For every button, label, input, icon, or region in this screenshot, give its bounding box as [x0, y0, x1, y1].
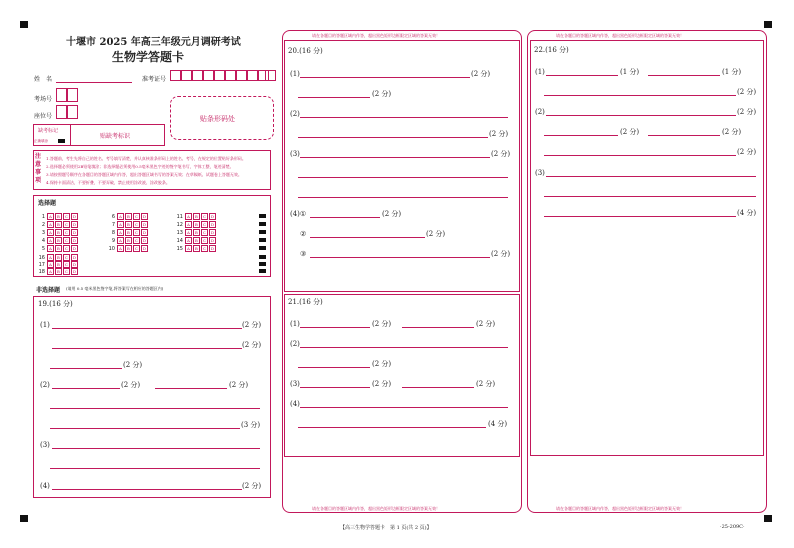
choice-title: 选择题	[38, 200, 57, 207]
q21-p1a-line[interactable]	[300, 327, 370, 328]
bubble-b[interactable]: B	[56, 269, 60, 274]
q22-p1b-score: (1 分)	[722, 68, 742, 76]
bubble-c[interactable]: C	[134, 214, 138, 219]
timing-mark	[259, 222, 266, 226]
corner-marker-bottom-left	[20, 515, 28, 522]
sheet-title: 生物学答题卡	[112, 50, 185, 64]
exam-no-boxes[interactable]	[170, 70, 276, 82]
q-num: 17	[38, 262, 45, 268]
timing-mark	[259, 230, 266, 234]
q20-p1-line[interactable]	[300, 77, 470, 78]
q21-p3b-score: (2 分)	[476, 380, 496, 388]
bubble-c[interactable]: C	[64, 246, 68, 251]
q19-p1b-score: (2 分)	[242, 341, 262, 349]
bubble-a[interactable]: A	[49, 246, 52, 251]
q20-p4-line[interactable]	[310, 217, 380, 218]
bubble-a[interactable]: A	[119, 246, 122, 251]
bubble-c[interactable]: C	[202, 222, 206, 227]
q19-p4-line[interactable]	[52, 489, 242, 490]
bubble-a[interactable]: A	[119, 230, 122, 235]
q22-p1c-score: (2 分)	[737, 88, 757, 96]
bubble-a[interactable]: A	[187, 222, 190, 227]
q20-p4c-line[interactable]	[310, 257, 490, 258]
corner-marker-bottom-right	[764, 515, 772, 522]
bubble-b[interactable]: B	[56, 214, 60, 219]
right-warning-bottom: 请在各题目的答题区域内作答，超出黑色矩形边框限定区域的答案无效！	[556, 506, 684, 511]
q20-p4b-label: ②	[300, 230, 307, 238]
seat-label: 座位号	[34, 113, 53, 120]
q19-p3-label: (3)	[40, 441, 50, 449]
q20-p1-score: (2 分)	[471, 70, 491, 78]
notice-item-4: 4.保持卡面清洁，不要折叠，不要弄破，禁止使用涂改液、涂改胶条。	[46, 180, 170, 185]
q19-heading: 19.(16 分)	[38, 300, 73, 308]
seat-boxes[interactable]	[56, 105, 80, 119]
notice-title-text: 注意事项	[35, 153, 42, 184]
bubble-c[interactable]: C	[64, 230, 68, 235]
bubble-b[interactable]: B	[126, 238, 130, 243]
q19-p2a-line[interactable]	[52, 388, 120, 389]
q-num: 16	[38, 255, 45, 261]
timing-mark	[259, 262, 266, 266]
absent-mark[interactable]	[58, 139, 65, 143]
q-num: 18	[38, 269, 45, 275]
absent-label: 缺考标记	[38, 128, 59, 134]
bubble-d[interactable]: D	[210, 238, 215, 243]
name-field[interactable]	[56, 82, 132, 83]
timing-mark	[259, 238, 266, 242]
q22-p3-line2[interactable]	[544, 196, 756, 197]
name-label: 姓 名	[34, 76, 53, 83]
bubble-b[interactable]: B	[194, 230, 198, 235]
q21-p2-line[interactable]	[300, 347, 508, 348]
bubble-b[interactable]: B	[194, 246, 198, 251]
q21-p1b-line[interactable]	[402, 327, 474, 328]
footer-page: 【高三生物学答题卡 第 1 页(共 2 页)】	[340, 525, 432, 531]
q19-p2b-line[interactable]	[155, 388, 227, 389]
room-label: 考场号	[34, 96, 53, 103]
barcode-label: 贴条形码处	[200, 115, 235, 123]
absent-sticker-label: 贴缺考标识	[100, 133, 131, 140]
bubble-b[interactable]: B	[126, 246, 130, 251]
q20-p4c-score: (2 分)	[491, 250, 511, 258]
q20-p4-score: (2 分)	[382, 210, 402, 218]
q19-p2a-score: (2 分)	[121, 381, 141, 389]
notice-item-1: 1.答题前，考生先将自己的姓名、考号填写清楚，并认真核准条形码上的姓名、考号，在规定的位置贴好条形码。	[46, 156, 246, 161]
q20-p3-line[interactable]	[300, 157, 490, 158]
q22-p1-label: (1)	[535, 68, 545, 76]
bubble-d[interactable]: D	[210, 230, 215, 235]
q19-p1c-score: (2 分)	[123, 361, 143, 369]
q21-box	[284, 294, 520, 457]
bubble-d[interactable]: D	[72, 246, 77, 251]
bubble-a[interactable]: A	[49, 269, 52, 274]
bubble-b[interactable]: B	[56, 262, 60, 267]
q22-heading: 22.(16 分)	[534, 46, 569, 54]
bubble-d[interactable]: D	[72, 214, 77, 219]
bubble-c[interactable]: C	[202, 246, 206, 251]
non-choice-title: 非选择题	[36, 287, 61, 294]
q20-p2-line[interactable]	[300, 117, 508, 118]
q19-p1-label: (1)	[40, 321, 50, 329]
q20-p4c-label: ③	[300, 250, 307, 258]
bubble-b[interactable]: B	[56, 255, 60, 260]
bubble-a[interactable]: A	[187, 238, 190, 243]
timing-mark	[259, 269, 266, 273]
q20-p1b-score: (2 分)	[372, 90, 392, 98]
q21-p2-label: (2)	[290, 340, 300, 348]
room-boxes[interactable]	[56, 88, 80, 102]
timing-mark	[259, 255, 266, 259]
bubble-d[interactable]: D	[72, 230, 77, 235]
q21-p3a-line[interactable]	[300, 387, 370, 388]
corner-marker-top-right	[764, 21, 772, 28]
bubble-a[interactable]: A	[49, 230, 52, 235]
q-num: 9	[111, 238, 115, 244]
q22-p2a-line[interactable]	[546, 115, 736, 116]
bubble-b[interactable]: B	[126, 214, 130, 219]
q20-p3c-line[interactable]	[298, 197, 508, 198]
bubble-c[interactable]: C	[134, 222, 138, 227]
q22-p2d-score: (2 分)	[737, 148, 757, 156]
q22-p3-line1[interactable]	[546, 176, 756, 177]
bubble-d[interactable]: D	[210, 222, 215, 227]
q21-p4-label: (4)	[290, 400, 300, 408]
bubble-c[interactable]: C	[202, 238, 206, 243]
bubble-d[interactable]: D	[210, 214, 215, 219]
q19-p2c-line1[interactable]	[50, 408, 260, 409]
q-num: 10	[108, 246, 115, 252]
bubble-c[interactable]: C	[64, 269, 68, 274]
q20-p3b-line[interactable]	[298, 177, 508, 178]
bubble-b[interactable]: B	[194, 214, 198, 219]
bubble-a[interactable]: A	[49, 214, 52, 219]
bubble-d[interactable]: D	[142, 230, 147, 235]
q19-p4-label: (4)	[40, 482, 50, 490]
q21-p4-score: (4 分)	[488, 420, 508, 428]
q19-p2-label: (2)	[40, 381, 50, 389]
q19-p1-line[interactable]	[52, 328, 242, 329]
q-num: 13	[176, 230, 183, 236]
q-num: 11	[176, 214, 183, 220]
absent-note: 正确填涂	[34, 139, 48, 143]
q-num: 7	[111, 222, 115, 228]
q21-p2-score: (2 分)	[372, 360, 392, 368]
bubble-a[interactable]: A	[49, 222, 52, 227]
bubble-c[interactable]: C	[64, 238, 68, 243]
q20-p1b-line[interactable]	[298, 97, 370, 98]
bubble-b[interactable]: B	[56, 238, 60, 243]
bubble-a[interactable]: A	[187, 214, 190, 219]
bubble-d[interactable]: D	[142, 222, 147, 227]
q19-p4-score: (2 分)	[242, 482, 262, 490]
q19-p2c-line2[interactable]	[50, 428, 240, 429]
bubble-a[interactable]: A	[119, 222, 122, 227]
q20-p4b-line[interactable]	[310, 237, 425, 238]
middle-warning-top: 请在各题目的答题区域内作答，超出黑色矩形边框限定区域的答案无效！	[312, 33, 440, 38]
q19-p2c-score: (3 分)	[241, 421, 261, 429]
bubble-c[interactable]: C	[64, 214, 68, 219]
exam-no-label: 准考证号	[142, 76, 167, 83]
footer-code: ·25-209C·	[720, 524, 745, 530]
q22-p2d-line[interactable]	[544, 155, 736, 156]
bubble-b[interactable]: B	[56, 230, 60, 235]
notice-item-2: 2.选择题必须使用2B铅笔填涂；非选择题必须使用0.5毫米黑色字迹的签字笔书写，字体工整，笔迹清楚。	[46, 164, 234, 169]
bubble-d[interactable]: D	[210, 246, 215, 251]
q22-p1a-score: (1 分)	[620, 68, 640, 76]
notice-title	[35, 153, 43, 185]
q21-p3b-line[interactable]	[402, 387, 474, 388]
bubble-c[interactable]: C	[64, 222, 68, 227]
q19-p1c-line[interactable]	[50, 368, 122, 369]
q21-p1b-score: (2 分)	[476, 320, 496, 328]
q22-p1c-line[interactable]	[544, 95, 736, 96]
bubble-b[interactable]: B	[126, 230, 130, 235]
q20-p2-score: (2 分)	[489, 130, 509, 138]
bubble-a[interactable]: A	[187, 230, 190, 235]
q20-p3-label: (3)	[290, 150, 300, 158]
bubble-c[interactable]: C	[64, 255, 68, 260]
q22-p2a-score: (2 分)	[737, 108, 757, 116]
bubble-a[interactable]: A	[49, 255, 52, 260]
q22-p2-label: (2)	[535, 108, 545, 116]
bubble-a[interactable]: A	[49, 262, 52, 267]
q-num: 4	[41, 238, 45, 244]
q20-p1-label: (1)	[290, 70, 300, 78]
bubble-c[interactable]: C	[134, 238, 138, 243]
q-num: 12	[176, 222, 183, 228]
q-num: 5	[41, 246, 45, 252]
q21-p3a-score: (2 分)	[372, 380, 392, 388]
bubble-c[interactable]: C	[134, 230, 138, 235]
exam-title: 十堰市 2025 年高三年级元月调研考试	[66, 37, 241, 48]
q-num: 15	[176, 246, 183, 252]
bubble-d[interactable]: D	[142, 238, 147, 243]
q-num: 6	[111, 214, 115, 220]
q20-heading: 20.(16 分)	[288, 47, 323, 55]
q22-p3-line3[interactable]	[544, 216, 736, 217]
bubble-a[interactable]: A	[119, 214, 122, 219]
absent-divider	[70, 124, 71, 146]
q20-p4b-score: (2 分)	[426, 230, 446, 238]
q-num: 14	[176, 238, 183, 244]
bubble-c[interactable]: C	[134, 246, 138, 251]
q19-p3-line1[interactable]	[52, 448, 260, 449]
q21-p3-label: (3)	[290, 380, 300, 388]
q19-p1-score: (2 分)	[242, 321, 262, 329]
bubble-b[interactable]: B	[126, 222, 130, 227]
bubble-b[interactable]: B	[194, 222, 198, 227]
q22-p3-score: (4 分)	[737, 209, 757, 217]
q-num: 3	[41, 230, 45, 236]
q21-p1a-score: (2 分)	[372, 320, 392, 328]
q-num: 2	[41, 222, 45, 228]
q-num: 8	[111, 230, 115, 236]
bubble-d[interactable]: D	[72, 255, 77, 260]
non-choice-subtitle: (请用 0.5 毫米黑色签字笔,将答案写在相应的答题区内)	[66, 286, 164, 291]
q-num: 1	[41, 214, 45, 220]
timing-mark	[259, 246, 266, 250]
corner-marker-top-left	[20, 21, 28, 28]
bubble-b[interactable]: B	[56, 246, 60, 251]
bubble-a[interactable]: A	[49, 238, 52, 243]
q21-p2b-line[interactable]	[298, 367, 370, 368]
bubble-d[interactable]: D	[142, 214, 147, 219]
bubble-c[interactable]: C	[202, 214, 206, 219]
q20-p4-label: (4)①	[290, 210, 307, 218]
q19-p3-line2[interactable]	[50, 468, 260, 469]
q22-p2c-score: (2 分)	[722, 128, 742, 136]
q19-p2b-score: (2 分)	[229, 381, 249, 389]
bubble-b[interactable]: B	[194, 238, 198, 243]
bubble-c[interactable]: C	[202, 230, 206, 235]
q22-p2b-line[interactable]	[544, 135, 618, 136]
bubble-c[interactable]: C	[64, 262, 68, 267]
notice-item-3: 3.请按照题号顺序在各题目的答题区域内作答，超出答题区域书写的答案无效；在草稿纸、试题卷上答题无效。	[46, 172, 242, 177]
q21-p4b-line[interactable]	[298, 427, 486, 428]
q20-p3-score: (2 分)	[491, 150, 511, 158]
bubble-d[interactable]: D	[142, 246, 147, 251]
right-warning-top: 请在各题目的答题区域内作答，超出黑色矩形边框限定区域的答案无效！	[556, 33, 684, 38]
bubble-d[interactable]: D	[72, 262, 77, 267]
q21-p1-label: (1)	[290, 320, 300, 328]
bubble-a[interactable]: A	[187, 246, 190, 251]
bubble-a[interactable]: A	[119, 238, 122, 243]
q19-p1b-line[interactable]	[52, 348, 242, 349]
q20-p2b-line[interactable]	[298, 137, 488, 138]
q22-p3-label: (3)	[535, 169, 545, 177]
bubble-d[interactable]: D	[72, 269, 77, 274]
q22-p1a-line[interactable]	[546, 75, 618, 76]
timing-mark	[259, 214, 266, 218]
q22-p1b-line[interactable]	[648, 75, 720, 76]
q22-p2c-line[interactable]	[648, 135, 720, 136]
middle-warning-bottom: 请在各题目的答题区域内作答，超出黑色矩形边框限定区域的答案无效！	[312, 506, 440, 511]
q21-p4-line[interactable]	[300, 407, 508, 408]
q22-box	[530, 40, 764, 456]
bubble-d[interactable]: D	[72, 238, 77, 243]
bubble-d[interactable]: D	[72, 222, 77, 227]
bubble-b[interactable]: B	[56, 222, 60, 227]
q22-p2b-score: (2 分)	[620, 128, 640, 136]
q20-p2-label: (2)	[290, 110, 300, 118]
q21-heading: 21.(16 分)	[288, 298, 323, 306]
